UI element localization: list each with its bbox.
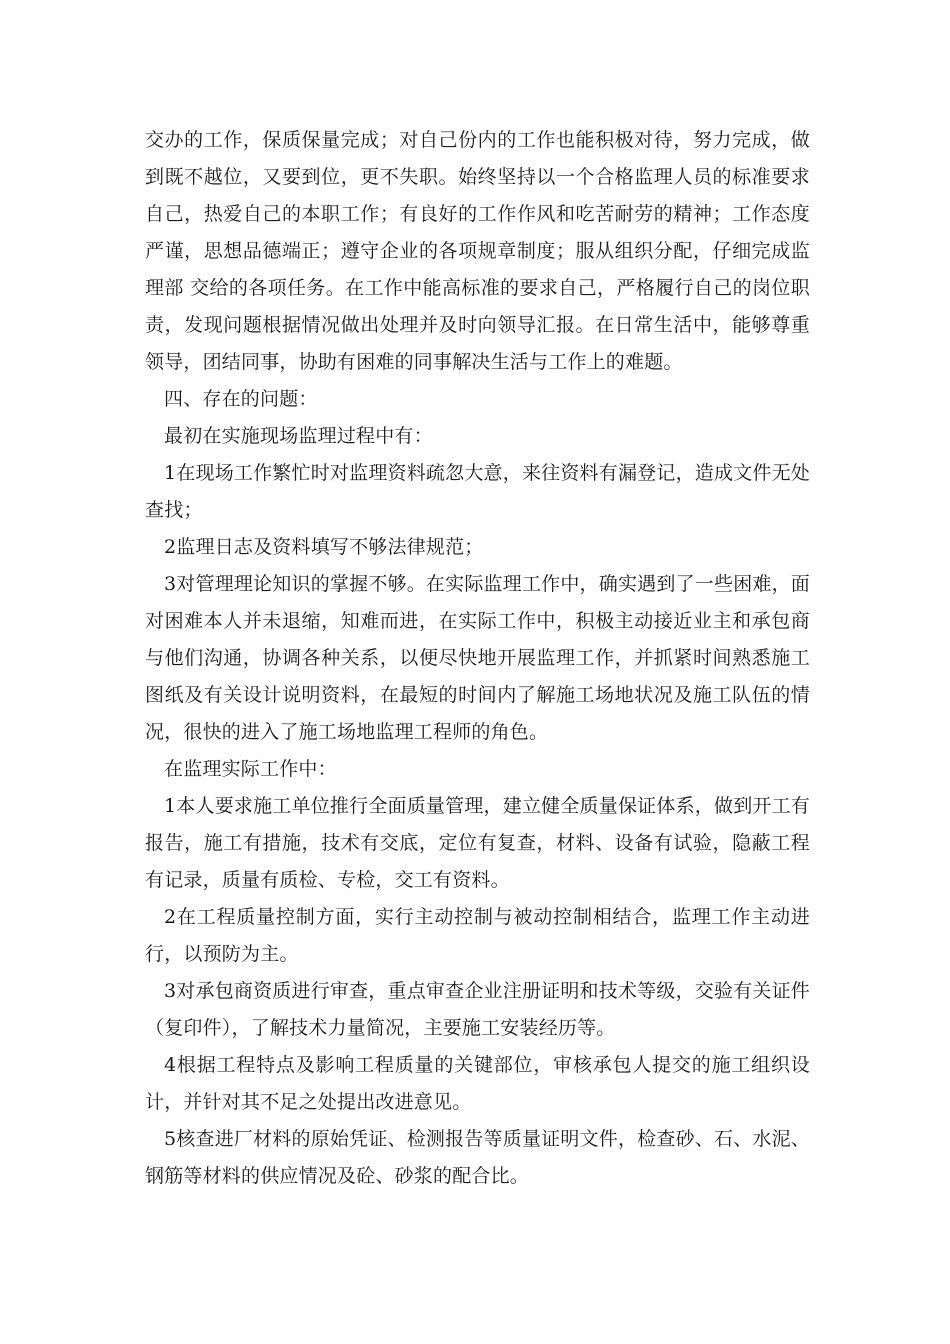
list-item-issue-2: 2监理日志及资料填写不够法律规范； [164,536,484,558]
paragraph-work-attitude: 交办的工作，保质保量完成；对自己份内的工作也能积极对待，努力完成，做到既不越位，又要到位，更不失职。始终坚持以一个合格监理人员的标准要求自己，热爱自己的本职工作；有良好的工作作风和吃苦耐劳的精神；工作态度严谨，思想品德端正；遵守企业的各项规章制度；服从组织分配，仔细完成监理部 交给的各项任务。在工作中能高标准的要求自己，严格履行自己的岗位职责，发现问题根据情况做出处理并及时向领导汇报。在日常生活中，能够尊重领导，团结同事，协助有困难的同事解决生活与工作上的难题。 [145,129,810,373]
paragraph-practice-intro: 在监理实际工作中： [164,758,337,780]
list-item-issue-3: 3对管理理论知识的掌握不够。在实际监理工作中，确实遇到了一些困难，面对困难本人并未退缩，知难而进，在实际工作中，积极主动接近业主和承包商与他们沟通，协调各种关系，以便尽快地开展监理工作，并抓紧时间熟悉施工图纸及有关设计说明资料，在最短的时间内了解施工场地状况及施工队伍的情况，很快的进入了施工场地监理工程师的角色。 [145,573,810,743]
paragraph-initial-issues-intro: 最初在实施现场监理过程中有： [164,425,433,447]
list-item-issue-1: 1在现场工作繁忙时对监理资料疏忽大意，来往资料有漏登记，造成文件无处查找； [145,462,810,521]
document-body [145,122,810,1195]
list-item-practice-5: 5核查进厂材料的原始凭证、检测报告等质量证明文件，检查砂、石、水泥、钢筋等材料的供应情况及砼、砂浆的配合比。 [145,1128,810,1187]
list-item-practice-4: 4根据工程特点及影响工程质量的关键部位，审核承包人提交的施工组织设计，并针对其不足之处提出改进意见。 [145,1054,810,1113]
list-item-practice-3: 3对承包商资质进行审查，重点审查企业注册证明和技术等级，交验有关证件（复印件），了解技术力量简况，主要施工安装经历等。 [145,980,810,1039]
list-item-practice-2: 2在工程质量控制方面，实行主动控制与被动控制相结合，监理工作主动进行，以预防为主。 [145,906,810,965]
section-heading-problems: 四、存在的问题： [164,388,318,410]
list-item-practice-1: 1本人要求施工单位推行全面质量管理，建立健全质量保证体系，做到开工有报告，施工有措施，技术有交底，定位有复查，材料、设备有试验，隐蔽工程有记录，质量有质检、专检，交工有资料。 [145,795,810,891]
